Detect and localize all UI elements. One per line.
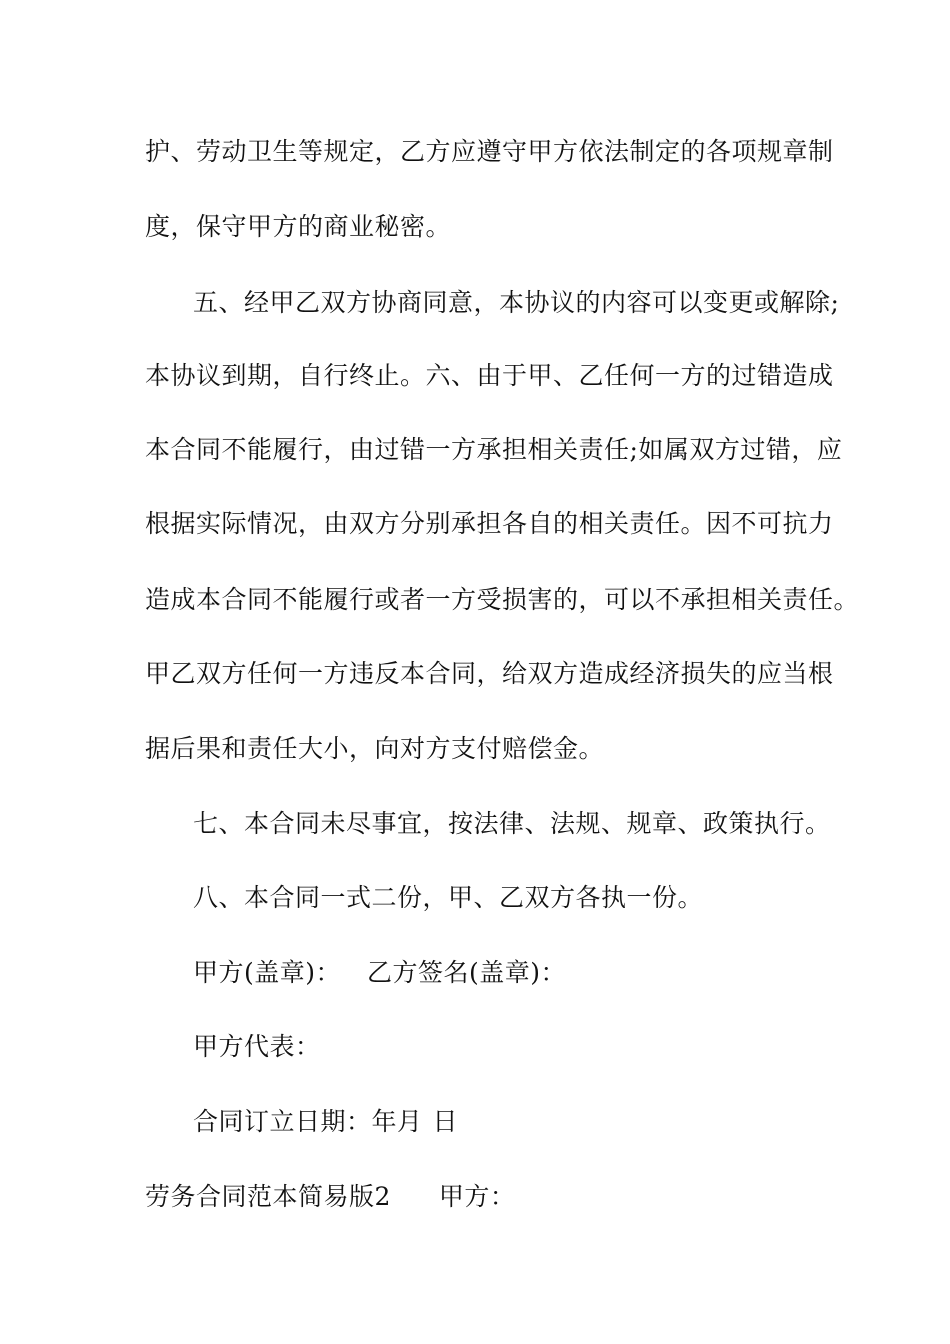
signing-date-label: 合同订立日期：年月 — [193, 1107, 423, 1136]
paragraph-line: 护、劳动卫生等规定，乙方应遵守甲方依法制定的各项规章制 — [145, 137, 834, 166]
paragraph-line: 本协议到期，自行终止。六、由于甲、乙任何一方的过错造成 — [145, 361, 834, 390]
next-section-line — [145, 1177, 515, 1217]
signing-date-line — [193, 1102, 458, 1142]
paragraph-line: 本合同不能履行，由过错一方承担相关责任;如属双方过错，应 — [145, 435, 843, 464]
signature-line — [193, 953, 566, 993]
next-section-party-a: 甲方： — [438, 1182, 516, 1211]
party-a-rep-label: 甲方代表： — [193, 1032, 321, 1061]
paragraph-line: 度，保守甲方的商业秘密。 — [145, 212, 452, 241]
party-b-sign-label: 乙方签名(盖章)： — [367, 958, 567, 987]
clause-seven-line: 七、本合同未尽事宜，按法律、法规、规章、政策执行。 — [193, 809, 831, 838]
paragraph-line: 据后果和责任大小，向对方支付赔偿金。 — [145, 734, 605, 763]
paragraph-line: 造成本合同不能履行或者一方受损害的，可以不承担相关责任。 — [145, 585, 860, 614]
party-a-seal-label: 甲方(盖章)： — [193, 958, 342, 987]
clause-five-line: 五、经甲乙双方协商同意，本协议的内容可以变更或解除; — [193, 288, 840, 317]
next-section-title: 劳务合同范本简易版2 — [145, 1182, 391, 1211]
clause-eight-line: 八、本合同一式二份，甲、乙双方各执一份。 — [193, 883, 704, 912]
paragraph-line: 甲乙双方任何一方违反本合同，给双方造成经济损失的应当根 — [145, 659, 834, 688]
signing-date-day: 日 — [432, 1107, 459, 1136]
paragraph-line: 根据实际情况，由双方分别承担各自的相关责任。因不可抗力 — [145, 509, 834, 538]
